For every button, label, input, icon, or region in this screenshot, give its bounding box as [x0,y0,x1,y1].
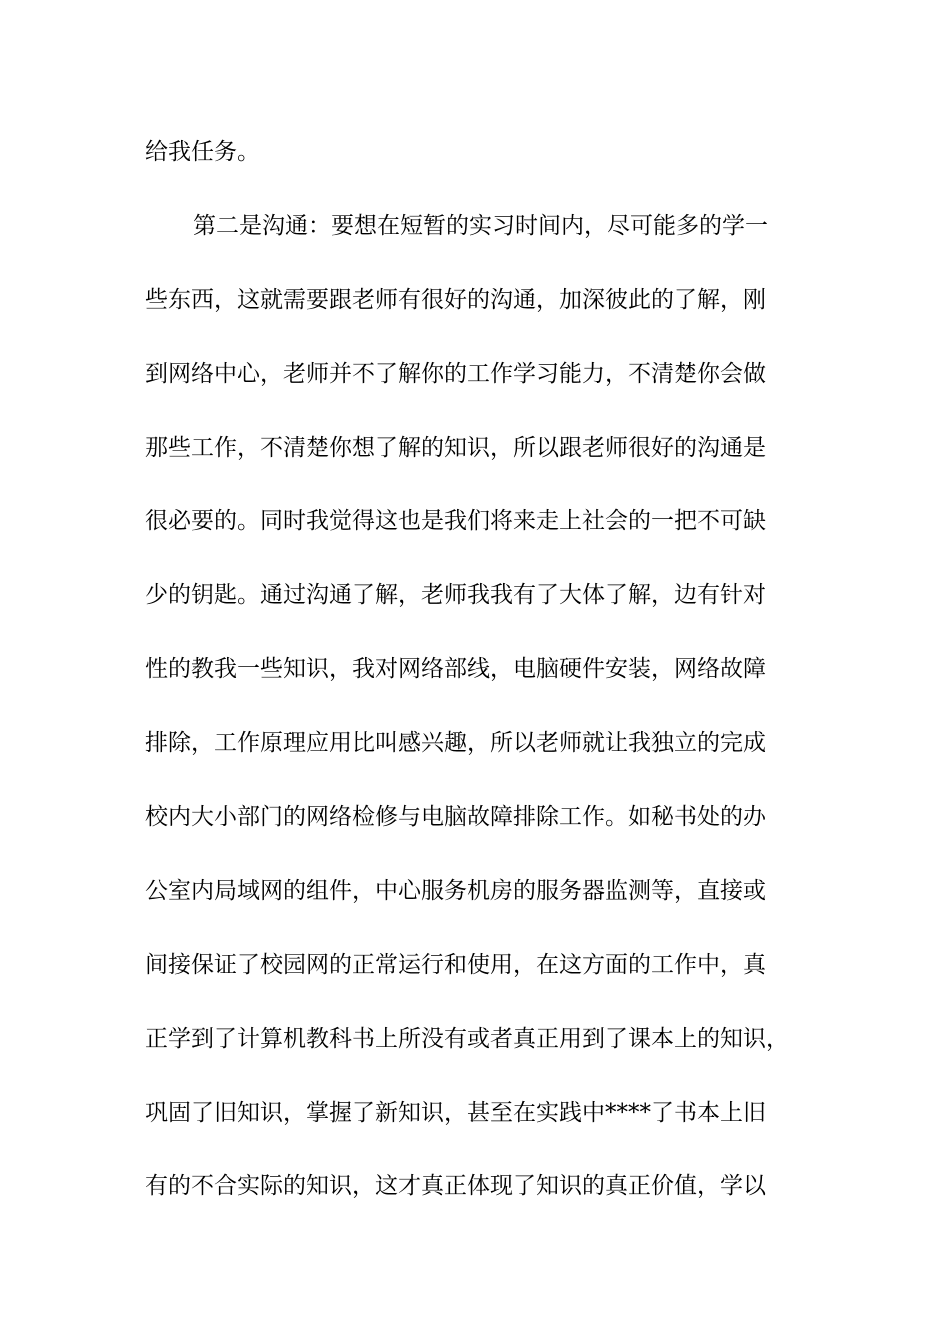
text-line: 那些工作，不清楚你想了解的知识，所以跟老师很好的沟通是 [145,434,766,461]
text-line: 间接保证了校园网的正常运行和使用，在这方面的工作中，真 [145,951,766,978]
text-line: 少的钥匙。通过沟通了解，老师我我有了大体了解，边有针对 [145,582,766,609]
body-text [145,128,835,1236]
paragraph-start-line: 第二是沟通：要想在短暂的实习时间内，尽可能多的学一 [193,212,768,239]
text-line: 给我任务。 [145,139,260,165]
text-line: 很必要的。同时我觉得这也是我们将来走上社会的一把不可缺 [145,508,766,535]
text-line: 排除，工作原理应用比叫感兴趣，所以老师就让我独立的完成 [145,730,766,757]
text-line: 巩固了旧知识，掌握了新知识，甚至在实践中****了书本上旧 [145,1099,766,1126]
text-line: 些东西，这就需要跟老师有很好的沟通，加深彼此的了解，刚 [145,286,766,313]
text-line: 到网络中心，老师并不了解你的工作学习能力，不清楚你会做 [145,360,766,387]
text-line: 正学到了计算机教科书上所没有或者真正用到了课本上的知识， [145,1025,789,1052]
text-line: 性的教我一些知识，我对网络部线，电脑硬件安装，网络故障 [145,656,766,683]
text-line: 校内大小部门的网络检修与电脑故障排除工作。如秘书处的办 [145,804,766,831]
text-line: 公室内局域网的组件，中心服务机房的服务器监测等，直接或 [145,877,766,904]
text-line: 有的不合实际的知识，这才真正体现了知识的真正价值，学以 [145,1173,766,1200]
